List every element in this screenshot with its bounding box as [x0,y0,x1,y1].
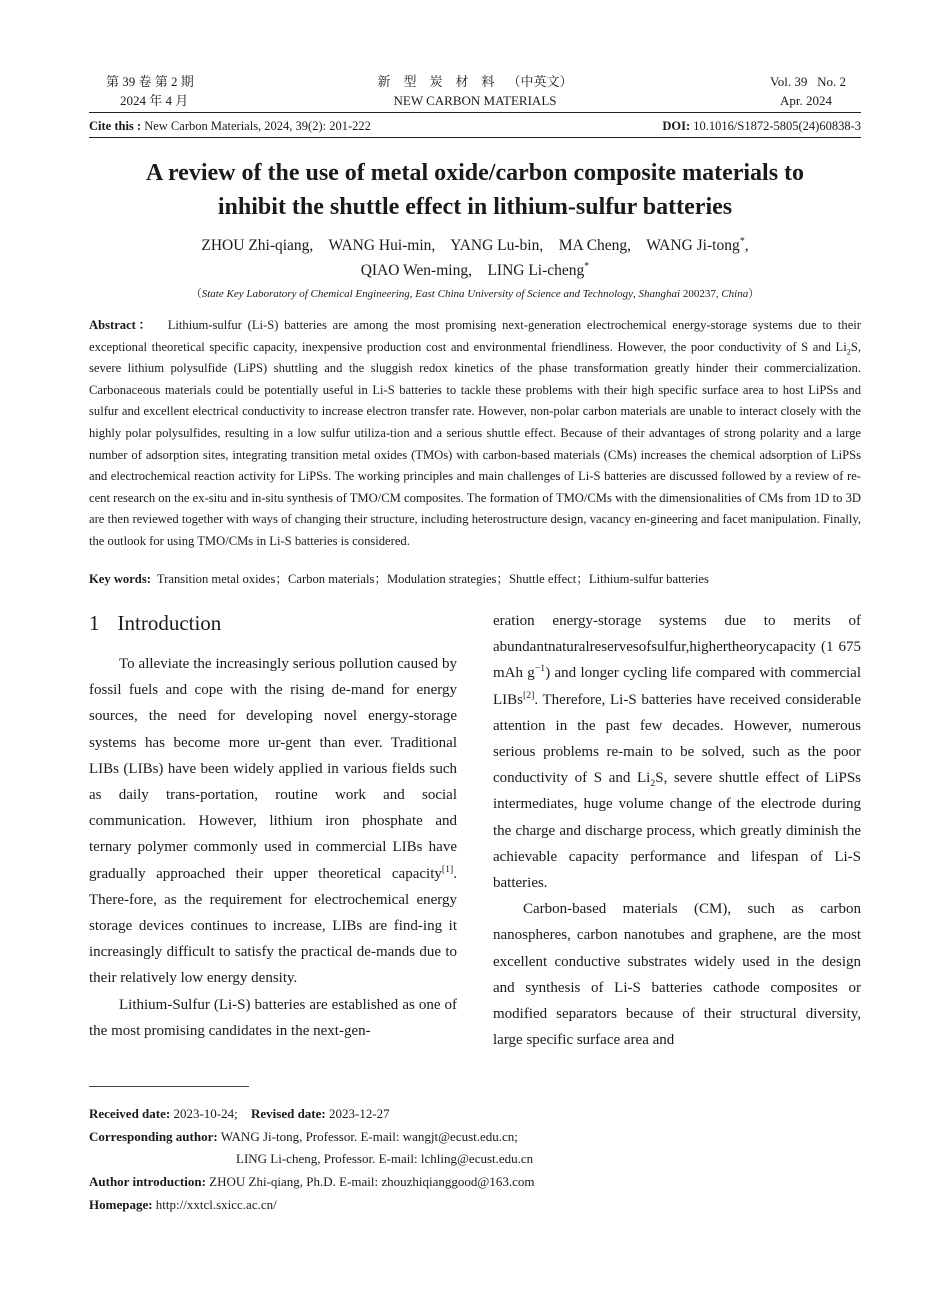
citation-rule [89,137,861,138]
section-number: 1 [89,611,100,635]
intro-p3-text-c: . Therefore, Li-S batteries have received considerable attention in the past few decades. However, numerous serious problems re-main to be solved, such as the poor conductivity of S and Li [493,691,861,787]
abstract-text-1: Lithium-sulfur (Li-S) batteries are among the most promising next-generation electrochemical energy-storage systems due to their exceptional theoretical specific capacity, inexpensive production cost and environmental friendliness. However, the poor conductivity of S and Li [89,318,861,354]
intro-paragraph-3 [493,608,861,896]
intro-paragraph-2: Lithium-Sulfur (Li-S) batteries are established as one of the most promising candidates in the next-gen- [89,996,457,1039]
affil-lab: State Key Laboratory of Chemical Engineering [201,288,410,300]
section-title: Introduction [117,611,222,635]
revised-date: 2023-12-27 [329,1106,390,1121]
intro-p1-text-b: . There-fore, as the requirement for electrochemical energy storage devices continues to increase, LIBs are find-ing it increasingly difficult to satisfy the practical de-mands due to their relatively low energy density. [89,865,457,987]
affil-city: Shanghai [638,288,681,300]
corresponding-line [89,1126,861,1148]
revised-label: Revised date: [251,1106,326,1121]
journal-issue-cn [106,72,194,110]
cite-text: New Carbon Materials, 2024, 39(2): 201-222 [144,119,371,133]
corresponding-line-2 [89,1148,861,1170]
li2s-subscript: 2 [650,778,656,790]
footnotes [89,1103,861,1216]
intro-paragraph-1 [89,651,457,992]
keywords-label: Key words: [89,572,151,586]
authors-line-1 [60,233,890,258]
journal-name-cn: 新 型 炭 材 料 （中英文） [377,74,573,89]
volume-issue-cn: 第 39 卷 第 2 期 [106,74,194,89]
authors-line-1-end: , [744,237,749,254]
intro-p3-text-d: S, severe shuttle effect of LiPSs intermediates, huge volume change of the electrode during the charge and discharge process, which greatly diminish the achievable capacity performance and lifespan of Li-S batteries. [493,770,862,892]
right-column [493,608,861,1053]
authors-line-2 [60,258,890,283]
author-intro-label: Author introduction: [89,1174,206,1189]
intro-paragraph-4: Carbon-based materials (CM), such as carbon nanospheres, carbon nanotubes and graphene, are the most excellent conductive substrates widely used in the design and synthesis of Li-S batteries cathode composites or modified separators because of their structural diversity, large specific surface area and [493,901,861,1049]
affil-university: East China University of Science and Technology [415,288,634,300]
corresponding-author-2: LING Li-cheng, Professor. E-mail: lchling@ecust.edu.cn [236,1151,534,1166]
doi-text: 10.1016/S1872-5805(24)60838-3 [693,119,861,133]
date-cn: 2024 年 4 月 [120,93,189,108]
abstract-text-2: S, severe lithium polysulfide (LiPS) shuttling and the sluggish redox kinetics of the phase transformation greatly hinder their commercialization. Carbonaceous materials could be potentially useful in Li-S batteries to tackle these problems with their high specific surface area to host LiPSs and sulfur and excellent electrical conductivity to increase electron transfer rate. However, non-polar carbon materials are unable to interact closely with the highly polar polysulfides, resulting in a low sulfur utiliza-tion and a serious shuttle effect. Because of their advantages of strong polarity and a large number of adsorption sites, integrating transition metal oxides (TMOs) with carbon-based materials (CMs) increases the chemical adsorption of LiPSs and electrochemical reaction activity for LiPSs. The working principles and main challenges of Li-S batteries are discussed followed by a review of re-cent research on the ex-situ and in-situ synthesis of TMO/CM composites. The formation of TMO/CMs with the dimensionalities of CMs from 1D to 3D are then reviewed together with ways of changing their structure, including heterostructure design, vacancy en-gineering and facet manipulation. Finally, the outlook for using TMO/CMs in Li-S batteries is considered. [89,339,861,548]
doi-label: DOI: [662,119,691,133]
intro-p3-text-a: eration energy-storage systems due to merits of abundantnaturalreservesofsulfur,highertheorycapacity (1 675 mAh g [493,613,861,682]
dates-line [89,1103,861,1125]
abstract-sub: 2 [846,347,851,357]
journal-name [330,72,620,110]
author-intro: ZHOU Zhi-qiang, Ph.D. E-mail: zhouzhiqianggood@163.com [209,1174,535,1189]
corresponding-author-1: WANG Ji-tong, Professor. E-mail: wangjt@ecust.edu.cn; [220,1129,518,1144]
cite-label: Cite this : [89,119,142,133]
unit-superscript: −1 [534,663,546,675]
affil-close: ） [748,288,760,300]
authors-line-2-text: QIAO Wen-ming, LING Li-cheng [360,262,585,279]
page-title [60,156,890,224]
affiliation [60,285,890,301]
author-intro-line [89,1171,861,1193]
homepage-line [89,1194,861,1216]
received-label: Received date: [89,1106,171,1121]
affil-sep-1: , [409,288,416,300]
journal-issue-en [700,72,846,110]
affil-open: （ [190,288,202,300]
abstract [89,315,861,553]
footnote-rule [89,1086,249,1087]
affil-postcode: 200237, [680,288,722,300]
date-en: Apr. 2024 [780,93,832,108]
author-list [60,233,890,283]
intro-p3-text-b: ) and longer cycling life compared with commercial LIBs [493,665,862,708]
corresponding-mark-1: * [739,235,745,247]
affil-country: China [721,288,749,300]
keywords-text: Transition metal oxides；Carbon materials；Modulation strategies；Shuttle effect；Lithium-sulfur batteries [156,572,709,586]
journal-name-en: NEW CARBON MATERIALS [393,93,557,108]
title-line-1: A review of the use of metal oxide/carbon composite materials to [145,160,805,186]
citation-ref-2: [2] [523,689,535,701]
title-line-2: inhibit the shuttle effect in lithium-sulfur batteries [217,194,733,220]
header-rule [89,112,861,113]
citation-ref-1: [1] [441,863,454,875]
left-column [89,651,457,1044]
citation-line [89,117,861,135]
homepage-label: Homepage: [89,1197,153,1212]
received-date: 2023-10-24; [173,1106,238,1121]
authors-line-1-text: ZHOU Zhi-qiang, WANG Hui-min, YANG Lu-bin, MA Cheng, WANG Ji-tong [201,237,740,254]
homepage-link[interactable]: http://xxtcl.sxicc.ac.cn/ [155,1197,277,1212]
abstract-label: Abstract： [89,318,154,332]
section-heading [89,609,221,637]
intro-p1-text-a: To alleviate the increasingly serious pollution caused by fossil fuels and cope with the rising de-mand for energy sources, the need for developing novel energy-storage systems has become more ur-gent than ever. Traditional LIBs (LIBs) have been widely applied in various fields such as daily trans-portation, routine work and social communication. However, lithium iron phosphate and ternary polymer commonly used in commercial LIBs have gradually approached their upper theoretical capacity [89,656,457,882]
corresponding-label: Corresponding author: [89,1129,218,1144]
keywords [89,569,861,589]
affil-sep-2: , [633,288,639,300]
corresponding-mark-2: * [584,260,590,272]
volume-issue-en: Vol. 39 No. 2 [770,74,846,89]
